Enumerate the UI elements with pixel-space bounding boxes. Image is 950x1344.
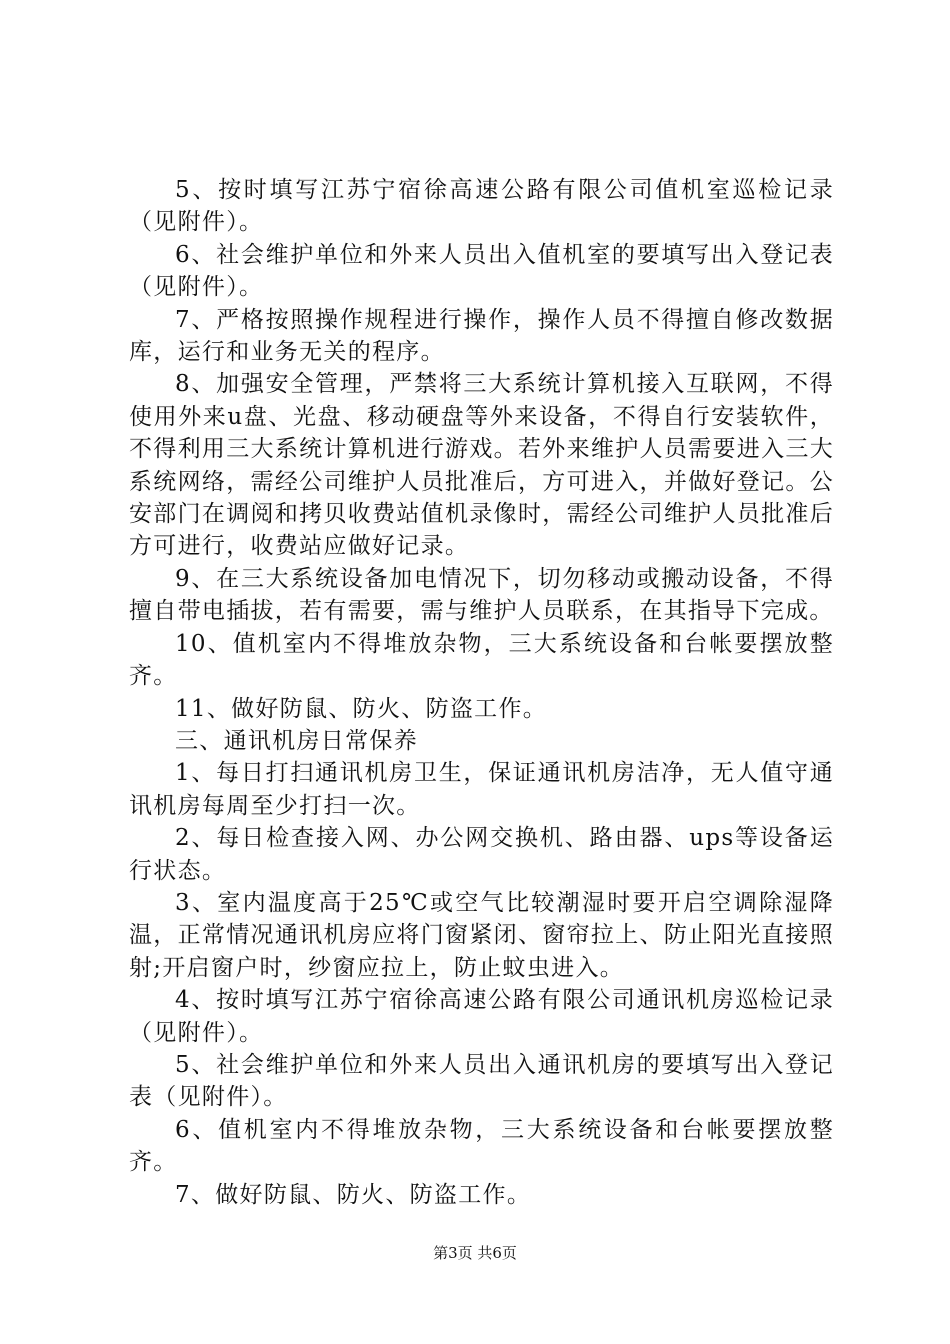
- paragraph-item-11-protection: 11、做好防鼠、防火、防盗工作。: [175, 695, 548, 722]
- paragraph-comm-2-check: 2、每日检查接入网、办公网交换机、路由器、ups等设备运行状态。: [129, 825, 834, 884]
- paragraph-comm-7-protection: 7、做好防鼠、防火、防盗工作。: [175, 1181, 532, 1208]
- paragraph-item-5-log: 5、按时填写江苏宁宿徐高速公路有限公司值机室巡检记录（见附件）。: [129, 177, 834, 236]
- page-number-label: 第3页 共6页: [433, 1244, 517, 1262]
- paragraph-item-7-operation: 7、严格按照操作规程进行操作，操作人员不得擅自修改数据库，运行和业务无关的程序。: [129, 306, 834, 366]
- paragraph-item-6-register: 6、社会维护单位和外来人员出入值机室的要填写出入登记表（见附件）。: [129, 241, 834, 301]
- paragraph-item-8-security: 8、加强安全管理，严禁将三大系统计算机接入互联网，不得使用外来u盘、光盘、移动硬盘等外来设备，不得自行安装软件，不得利用三大系统计算机进行游戏。若外来维护人员需要进入三大系统网络，需经公司维护人员批准后，方可进入，并做好登记。公安部门在调阅和拷贝收费站值机录像时，需经公司维护人员批准后方可进行，收费站应做好记录。: [129, 371, 834, 560]
- paragraph-comm-3-climate: 3、室内温度高于25℃或空气比较潮湿时要开启空调除湿降温，正常情况通讯机房应将门窗紧闭、窗帘拉上、防止阳光直接照射;开启窗户时，纱窗应拉上，防止蚊虫进入。: [129, 889, 834, 981]
- section-heading-comm-room: 三、通讯机房日常保养: [175, 727, 418, 754]
- page-footer: [0, 1243, 950, 1263]
- paragraph-comm-6-tidy: 6、值机室内不得堆放杂物，三大系统设备和台帐要摆放整齐。: [129, 1116, 834, 1176]
- paragraph-item-10-tidy: 10、值机室内不得堆放杂物，三大系统设备和台帐要摆放整齐。: [129, 630, 834, 690]
- paragraph-item-9-power: 9、在三大系统设备加电情况下，切勿移动或搬动设备，不得擅自带电插拔，若有需要，需与维护人员联系，在其指导下完成。: [129, 565, 834, 625]
- paragraph-comm-5-register: 5、社会维护单位和外来人员出入通讯机房的要填写出入登记表（见附件）。: [129, 1051, 834, 1111]
- document-body: [129, 174, 834, 1211]
- paragraph-comm-4-log: 4、按时填写江苏宁宿徐高速公路有限公司通讯机房巡检记录（见附件）。: [129, 987, 834, 1046]
- paragraph-comm-1-clean: 1、每日打扫通讯机房卫生，保证通讯机房洁净，无人值守通讯机房每周至少打扫一次。: [129, 760, 834, 819]
